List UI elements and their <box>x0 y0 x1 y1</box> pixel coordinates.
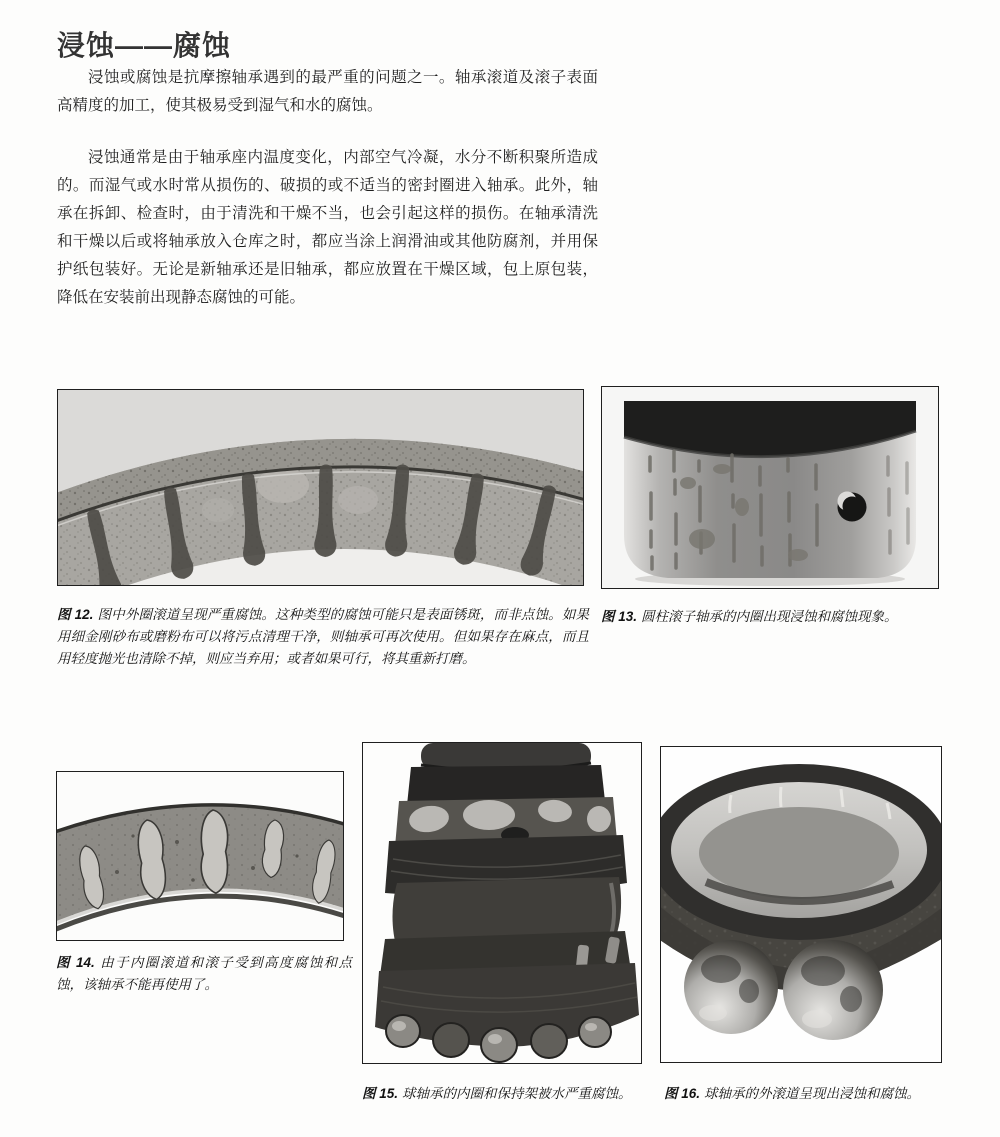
figure-12-label: 图 12. <box>57 607 94 622</box>
page-title: 浸蚀——腐蚀 <box>57 30 232 61</box>
figure-15-caption-text: 球轴承的内圈和保持架被水严重腐蚀。 <box>402 1086 632 1101</box>
body-paragraph: 浸蚀通常是由于轴承座内温度变化，内部空气冷凝，水分不断积聚所造成的。而湿气或水时常从损伤的、破损的或不适当的密封圈进入轴承。此外，轴承在拆卸、检查时，由于清洗和干燥不当，也会引起这样的损伤。在轴承清洗和干燥以后或将轴承放入仓库之时，都应当涂上润滑油或其他防腐剂，并用保护纸包装好。无论是新轴承还是旧轴承，都应放置在干燥区域，包上原包装，降低在安装前出现静态腐蚀的可能。 <box>57 149 598 306</box>
figure-15-photo <box>362 742 642 1064</box>
figure-13-label: 图 13. <box>601 609 638 624</box>
figure-12-photo <box>57 389 584 586</box>
figure-16-caption <box>664 1083 964 1105</box>
figure-15-caption <box>362 1083 654 1105</box>
figure-13-caption-text: 圆柱滚子轴承的内圈出现浸蚀和腐蚀现象。 <box>641 609 898 624</box>
figure-16-photo <box>660 746 942 1063</box>
body-paragraph: 浸蚀或腐蚀是抗摩擦轴承遇到的最严重的问题之一。轴承滚道及滚子表面高精度的加工，使其极易受到湿气和水的腐蚀。 <box>57 69 598 114</box>
figure-12-caption <box>57 604 589 670</box>
figure-13-photo <box>601 386 939 589</box>
figure-14-caption-text: 由于内圈滚道和滚子受到高度腐蚀和点蚀，该轴承不能再使用了。 <box>56 955 352 992</box>
figure-14-caption <box>56 952 352 996</box>
figure-12-caption-text: 图中外圈滚道呈现严重腐蚀。这种类型的腐蚀可能只是表面锈斑，而非点蚀。如果用细金刚砂布或磨粉布可以将污点清理干净，则轴承可再次使用。但如果存在麻点，而且用轻度抛光也清除不掉，则应当弃用；或者如果可行，将其重新打磨。 <box>57 607 589 666</box>
figure-13-caption <box>601 606 939 628</box>
figure-14-label: 图 14. <box>56 955 95 970</box>
figure-15-label: 图 15. <box>362 1086 399 1101</box>
figure-14-photo <box>56 771 344 941</box>
figure-16-caption-text: 球轴承的外滚道呈现出浸蚀和腐蚀。 <box>704 1086 921 1101</box>
figure-16-label: 图 16. <box>664 1086 701 1101</box>
